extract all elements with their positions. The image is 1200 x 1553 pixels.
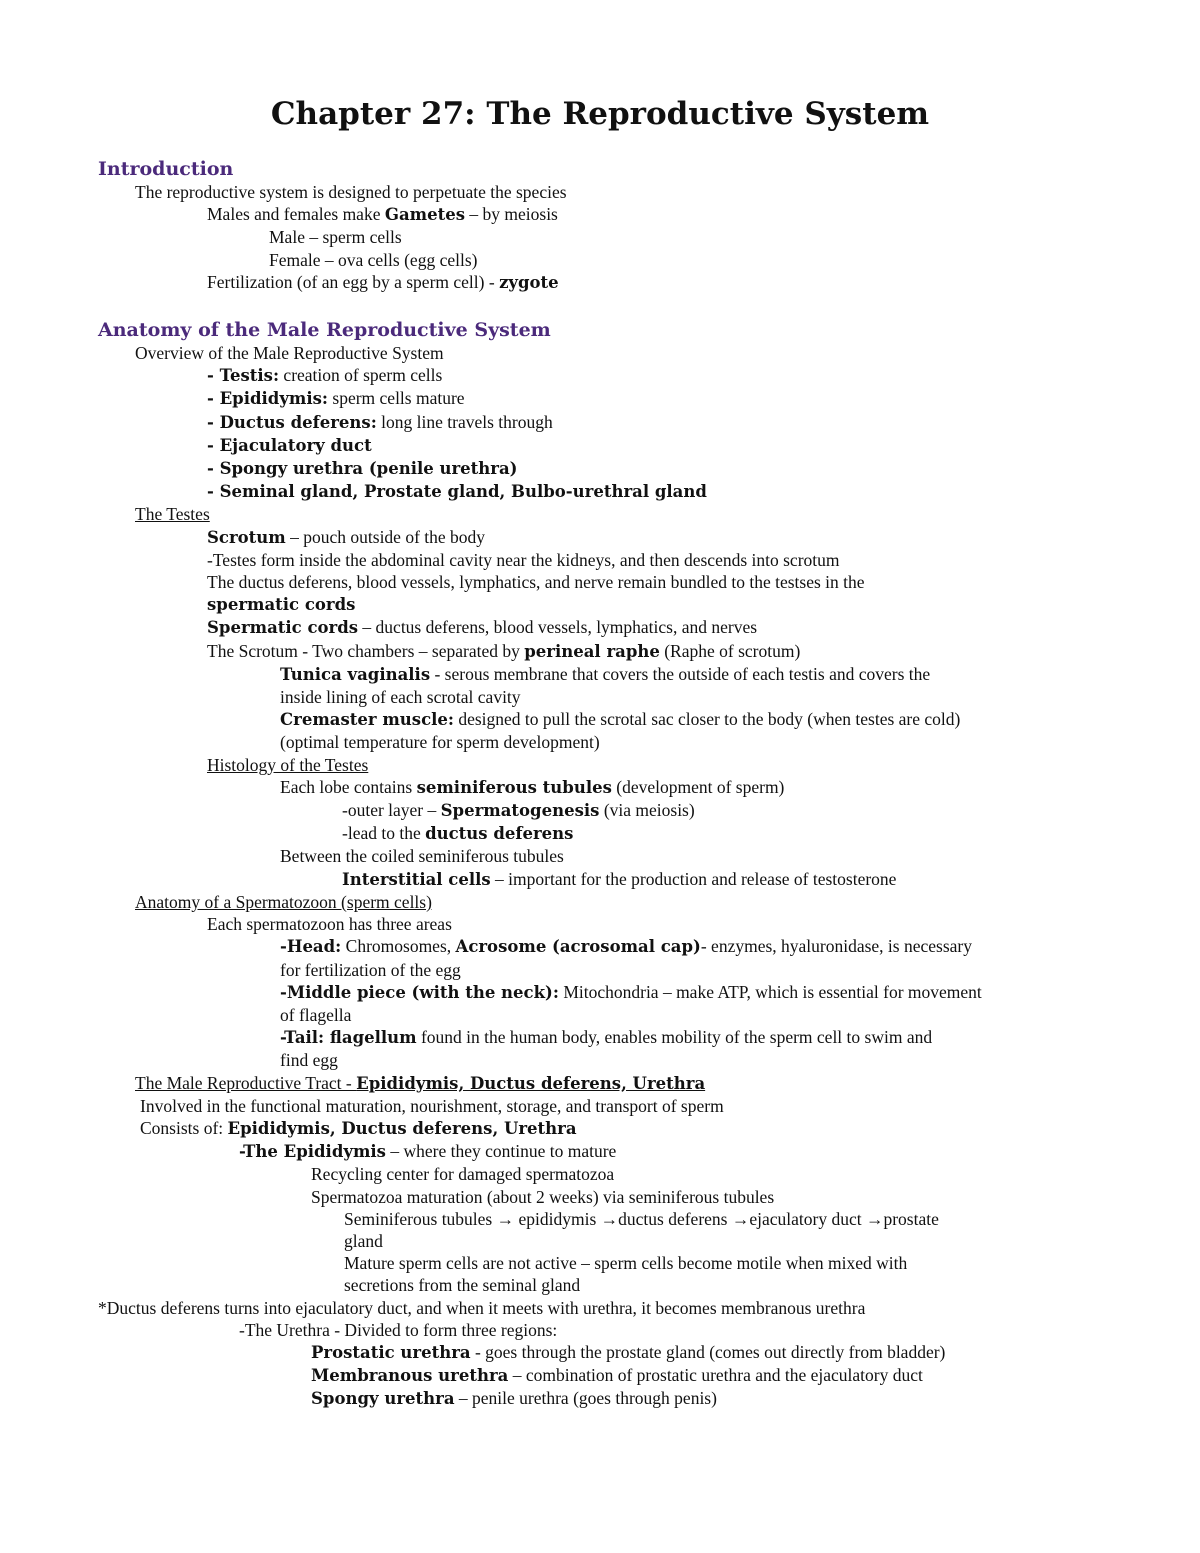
text-line: Spermatic cords – ductus deferens, blood vessels, lymphatics, and nerves [207, 617, 758, 638]
page-title: Chapter 27: The Reproductive System [270, 96, 930, 132]
text-line: Consists of: Epididymis, Ductus deferens, Urethra [140, 1117, 577, 1138]
text-line: (optimal temperature for sperm development) [280, 732, 600, 753]
document-body [98, 157, 1138, 1411]
text-line: -The Urethra - Divided to form three regions: [239, 1319, 558, 1340]
text-line: Overview of the Male Reproductive System [135, 343, 444, 364]
text-line: Involved in the functional maturation, nourishment, storage, and transport of sperm [140, 1095, 724, 1116]
text-line: Spermatozoa maturation (about 2 weeks) via seminiferous tubules [311, 1186, 775, 1207]
subheading-the-testes: The Testes [135, 504, 210, 525]
subheading-male-tract: The Male Reproductive Tract - Epididymis, Ductus deferens, Urethra [135, 1072, 706, 1093]
text-line: - Testis: creation of sperm cells [207, 365, 443, 386]
text-line: The Scrotum - Two chambers – separated by perineal raphe (Raphe of scrotum) [207, 640, 801, 661]
text-line: The ductus deferens, blood vessels, lymphatics, and nerve remain bundled to the testses in the [207, 572, 865, 593]
text-line: Each spermatozoon has three areas [207, 914, 452, 935]
text-line: Prostatic urethra - goes through the prostate gland (comes out directly from bladder) [311, 1341, 946, 1362]
text-line: find egg [280, 1050, 338, 1071]
text-line: -lead to the ductus deferens [342, 823, 574, 844]
text-line: Spongy urethra – penile urethra (goes through penis) [311, 1388, 717, 1409]
text-line: Males and females make Gametes – by meiosis [207, 204, 558, 225]
text-line: -The Epididymis – where they continue to mature [239, 1141, 617, 1162]
text-line: Fertilization (of an egg by a sperm cell) - zygote [207, 271, 559, 292]
text-line: Between the coiled seminiferous tubules [280, 846, 564, 867]
text-line: -Testes form inside the abdominal cavity near the kidneys, and then descends into scrotum [207, 549, 840, 570]
text-line: Seminiferous tubules → epididymis →ductus deferens →ejaculatory duct →prostate [344, 1208, 939, 1229]
subheading-spermatozoon: Anatomy of a Spermatozoon (sperm cells) [135, 891, 432, 912]
text-line: for fertilization of the egg [280, 959, 461, 980]
text-line: Cremaster muscle: designed to pull the scrotal sac closer to the body (when testes are cold) [280, 709, 961, 730]
text-line: inside lining of each scrotal cavity [280, 687, 521, 708]
text-line: - Ejaculatory duct [207, 435, 372, 455]
text-line: *Ductus deferens turns into ejaculatory duct, and when it meets with urethra, it becomes membranous urethra [98, 1297, 866, 1318]
section-heading-introduction: Introduction [98, 158, 234, 180]
text-line: gland [344, 1230, 383, 1251]
text-line: The reproductive system is designed to perpetuate the species [135, 182, 567, 202]
text-line: Each lobe contains seminiferous tubules (development of sperm) [280, 776, 785, 797]
text-line: Interstitial cells – important for the production and release of testosterone [342, 868, 897, 889]
text-line: Tunica vaginalis - serous membrane that covers the outside of each testis and covers the [280, 663, 931, 684]
text-line: - Seminal gland, Prostate gland, Bulbo-urethral gland [207, 482, 707, 502]
text-line: -outer layer – Spermatogenesis (via meiosis) [342, 800, 695, 821]
text-line: Recycling center for damaged spermatozoa [311, 1164, 615, 1185]
text-line: of flagella [280, 1004, 352, 1025]
text-line: Mature sperm cells are not active – sperm cells become motile when mixed with [344, 1253, 908, 1274]
text-line: -Middle piece (with the neck): Mitochondria – make ATP, which is essential for movement [280, 981, 982, 1002]
text-line: Membranous urethra – combination of prostatic urethra and the ejaculatory duct [311, 1365, 923, 1386]
text-line: spermatic cords [207, 595, 356, 615]
text-line: -Tail: flagellum found in the human body, enables mobility of the sperm cell to swim and [280, 1027, 933, 1048]
section-heading-male-anatomy: Anatomy of the Male Reproductive System [98, 319, 551, 342]
subheading-histology: Histology of the Testes [207, 754, 369, 775]
text-line: secretions from the seminal gland [344, 1275, 581, 1296]
text-line: - Epididymis: sperm cells mature [207, 388, 465, 409]
text-line: - Ductus deferens: long line travels through [207, 411, 553, 432]
text-line: Male – sperm cells [269, 227, 402, 248]
text-line: -Head: Chromosomes, Acrosome (acrosomal cap)- enzymes, hyaluronidase, is necessary [280, 936, 972, 957]
text-line: Scrotum – pouch outside of the body [207, 526, 486, 547]
text-line: Female – ova cells (egg cells) [269, 249, 478, 270]
text-line: - Spongy urethra (penile urethra) [207, 459, 518, 479]
